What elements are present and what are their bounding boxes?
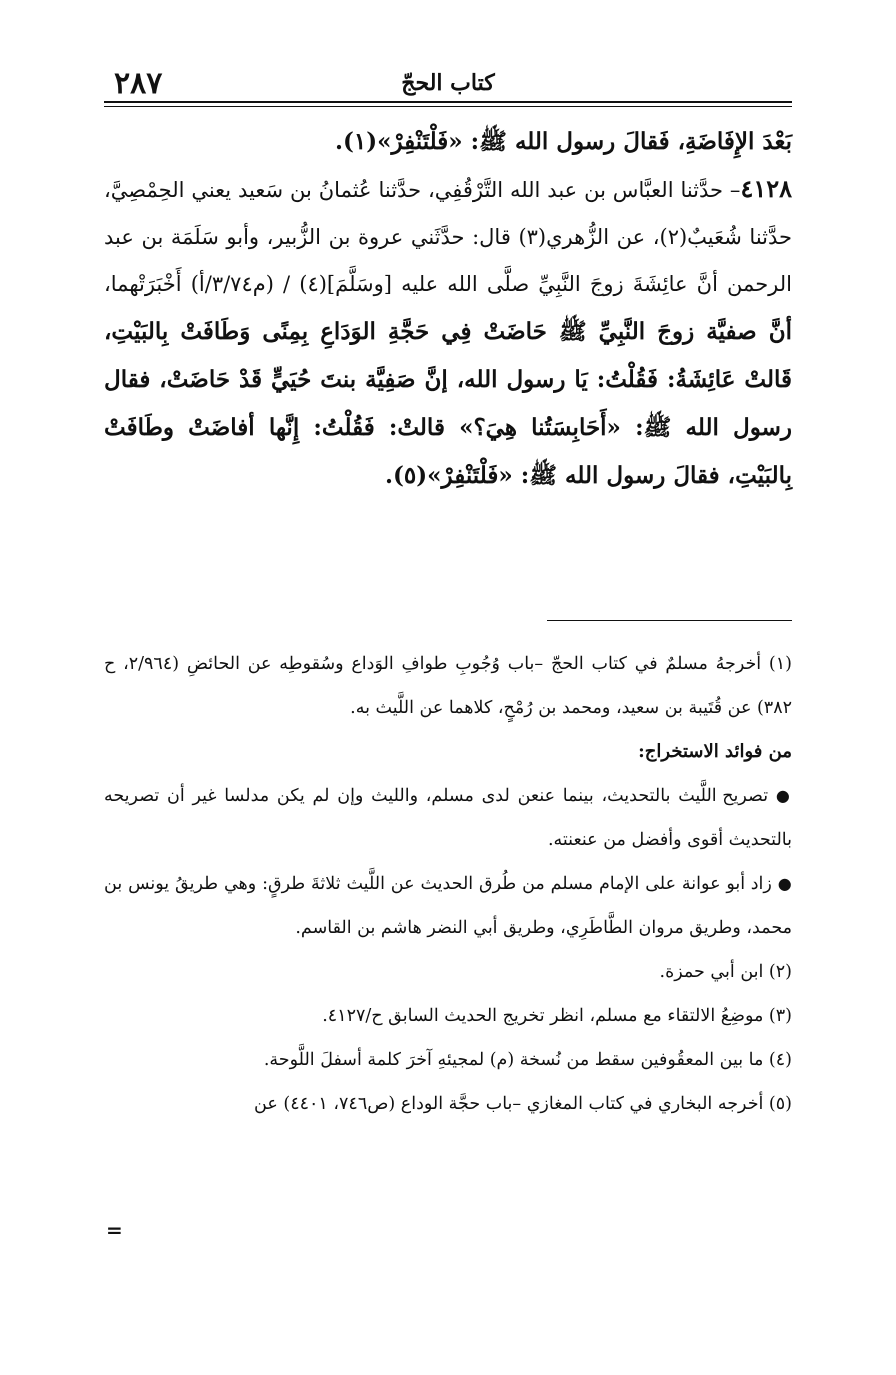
benefit-text-1: تصريح اللَّيث بالتحديث، بينما عنعن لدى مسلم، والليث وإن لم يكن مدلسا غير أن تصريحه بالتحديث أقوى وأفضل من عنعنته. bbox=[104, 786, 792, 850]
page-number: ٢٨٧ bbox=[114, 66, 163, 101]
footnote-5: (٥) أخرجه البخاري في كتاب المغازي –باب حجَّة الوداع (ص٧٤٦، ٤٤٠١) عن bbox=[254, 1094, 792, 1114]
benefit-item-2 bbox=[104, 862, 792, 950]
running-title: كتاب الحجّ bbox=[401, 70, 495, 96]
footnote-separator bbox=[547, 620, 792, 621]
footnote-4: (٤) ما بين المعقُوفين سقط من نُسخة (م) لمجيئهِ آخرَ كلمة أسفلَ اللَّوحة. bbox=[263, 1050, 792, 1070]
bullet-icon: ● bbox=[777, 874, 792, 893]
benefit-item-1 bbox=[104, 774, 792, 862]
footnote-1: (١) أخرجهُ مسلمٌ في كتاب الحجّ –باب وُجُوبِ طوافِ الوَداع وسُقوطِه عن الحائضِ (٢/٩٦٤، ح ٣٨٢) عن قُتَيبة بن سعيد، ومحمد بن رُمْحٍ، كلاهما عن اللَّيث به. bbox=[104, 654, 792, 718]
hadith-matn: أنَّ صفيَّة زوجَ النَّبِيِّ ﷺ حَاضَتْ فِي حَجَّةِ الوَدَاعِ بِمِنًى وَطَافَتْ بِالبَيْتِ، قَالتْ عَائِشَةُ: فَقُلْتُ: يَا رسول الله، إنَّ صَفِيَّة بنتَ حُيَيٍّ قَدْ حَاضَتْ، فقال رسول الله ﷺ: «أَحَابِسَتُنا هِيَ؟» قالتْ: فَقُلْتُ: إِنَّها أفاضَتْ وطَافَتْ بِالبَيْتِ، فقالَ رسول الله ﷺ: «فَلْتَنْفِرْ»(٥). bbox=[104, 318, 792, 489]
header-rule-thin bbox=[104, 106, 792, 107]
benefits-title: من فوائد الاستخراج: bbox=[638, 741, 792, 762]
hadith-number: ٤١٢٨ bbox=[740, 174, 792, 203]
header-rule bbox=[104, 101, 792, 103]
page-header bbox=[104, 66, 792, 102]
main-text bbox=[104, 118, 792, 500]
footnote-2: (٢) ابن أبي حمزة. bbox=[659, 962, 792, 982]
hadith-isnad: – حدَّثنا العبَّاس بن عبد الله التَّرْقُفِي، حدَّثنا عُثمانُ بن سَعيد يعني الحِمْصِيَّ، حدَّثنا شُعَيبٌ(٢)، عن الزُّهري(٣) قال: حدَّثَني عروة بن الزُّبير، وأبو سَلَمَة بن عبد الرحمن أنَّ عائِشَةَ زوجَ النَّبِيِّ صلَّى الله عليه [وسَلَّمَ](٤) / (م٣/٧٤/أ) أَخْبَرَتْهما، bbox=[104, 178, 793, 296]
continuation-mark: = bbox=[106, 1218, 123, 1242]
bullet-icon: ● bbox=[775, 786, 792, 805]
hadith-paragraph bbox=[104, 165, 792, 500]
footnotes bbox=[104, 642, 792, 1126]
main-line-continuation: بَعْدَ الإِفَاضَةِ، فَقالَ رسول الله ﷺ: «فَلْتَنْفِرْ»(١). bbox=[334, 128, 792, 155]
benefit-text-2: زاد أبو عوانة على الإمام مسلم من طُرق الحديث عن اللَّيث ثلاثةَ طرقٍ: وهي طريقُ يونس بن محمد، وطريق مروان الطَّاطَرِي، وطريق أبي النضر هاشم بن القاسم. bbox=[104, 874, 792, 938]
footnote-3: (٣) موضِعُ الالتقاء مع مسلم، انظر تخريج الحديث السابق ح/٤١٢٧. bbox=[322, 1006, 792, 1026]
